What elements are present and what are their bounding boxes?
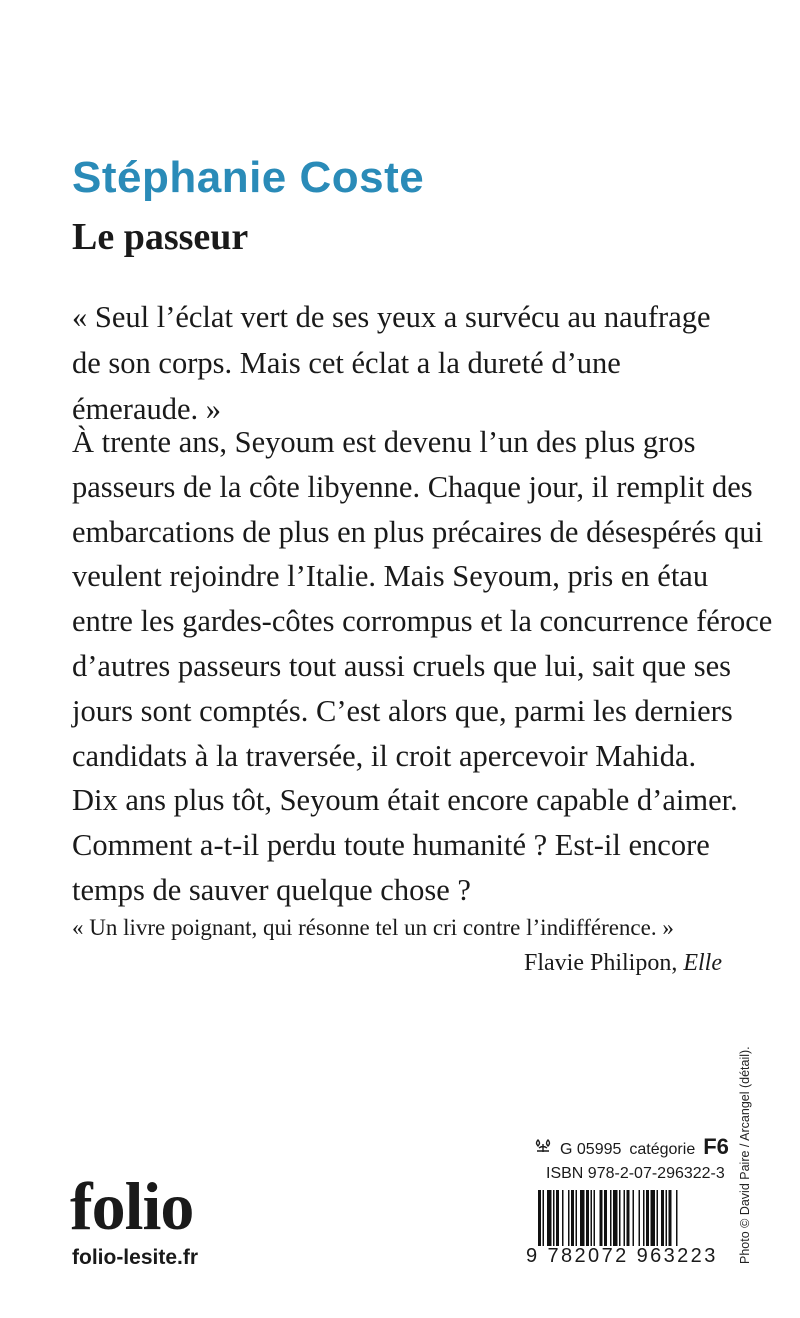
barcode-bar bbox=[568, 1190, 570, 1246]
blurb-line: À trente ans, Seyoum est devenu l’un des plus gros bbox=[72, 425, 696, 459]
barcode-bar bbox=[624, 1190, 626, 1246]
catalog-code: G 05995 bbox=[560, 1141, 622, 1158]
barcode-bar bbox=[619, 1190, 621, 1246]
barcode-bar bbox=[613, 1190, 618, 1246]
blurb-line: embarcations de plus en plus précaires de désespérés qui bbox=[72, 514, 764, 549]
photo-credit: Photo © David Paire / Arcangel (détail). bbox=[738, 1046, 752, 1264]
barcode-bar bbox=[600, 1190, 603, 1246]
barcode-bar bbox=[580, 1190, 585, 1246]
review-publication: Elle bbox=[683, 950, 722, 976]
blurb-line: d’autres passeurs tout aussi cruels que lui, sait que ses bbox=[72, 648, 731, 683]
barcode-bar bbox=[610, 1190, 612, 1246]
barcode-digits: 9 782072 963223 bbox=[526, 1245, 718, 1267]
barcode-bar bbox=[562, 1190, 564, 1246]
barcode-bar bbox=[553, 1190, 555, 1246]
press-review: « Un livre poignant, qui résonne tel un cri contre l’indifférence. » bbox=[72, 915, 674, 940]
isbn: ISBN 978-2-07-296322-3 bbox=[546, 1165, 725, 1182]
blurb-line: entre les gardes-côtes corrompus et la concurrence féroce bbox=[72, 604, 773, 639]
barcode-bar bbox=[646, 1190, 649, 1246]
barcode-bar bbox=[651, 1190, 656, 1246]
blurb-line: veulent rejoindre l’Italie. Mais Seyoum, pris en étau bbox=[72, 559, 709, 594]
barcode-bar bbox=[556, 1190, 559, 1246]
barcode-bar bbox=[657, 1190, 659, 1246]
reviewer-name: Flavie Philipon, bbox=[524, 950, 684, 976]
barcode-bar bbox=[594, 1190, 596, 1246]
barcode-bar bbox=[639, 1190, 641, 1246]
barcode-bar bbox=[676, 1190, 678, 1246]
review-source bbox=[524, 947, 722, 979]
blurb-line: jours sont comptés. C’est alors que, parmi les derniers bbox=[72, 693, 733, 728]
barcode-bar bbox=[604, 1190, 607, 1246]
barcode-bar bbox=[547, 1190, 552, 1246]
author-name: Stéphanie Coste bbox=[72, 153, 425, 202]
blurb bbox=[72, 420, 773, 913]
barcode-bar bbox=[627, 1190, 630, 1246]
barcode-bar bbox=[643, 1190, 645, 1246]
barcode-bar bbox=[571, 1190, 574, 1246]
publisher-website: folio-lesite.fr bbox=[72, 1246, 199, 1269]
blurb-line: Dix ans plus tôt, Seyoum était encore capable d’aimer. bbox=[72, 783, 738, 818]
barcode-bar bbox=[591, 1190, 593, 1246]
barcode-bar bbox=[586, 1190, 589, 1246]
category-code: F6 bbox=[703, 1134, 729, 1159]
category-label: catégorie bbox=[629, 1141, 696, 1158]
gallimard-ornament-icon bbox=[534, 1138, 552, 1154]
barcode-bar bbox=[543, 1190, 545, 1246]
blurb-line: candidats à la traversée, il croit apercevoir Mahida. bbox=[72, 738, 697, 773]
blurb-line: Comment a-t-il perdu toute humanité ? Est-il encore bbox=[72, 828, 710, 863]
catalog-code-row bbox=[534, 1134, 729, 1160]
opening-quote: « Seul l’éclat vert de ses yeux a survécu au naufrage de son corps. Mais cet éclat a la dureté d’une émeraude. » bbox=[72, 300, 711, 426]
barcode-bar bbox=[576, 1190, 578, 1246]
book-title: Le passeur bbox=[72, 216, 249, 258]
barcode-bar bbox=[666, 1190, 668, 1246]
barcode-bar bbox=[661, 1190, 664, 1246]
barcode-bar bbox=[633, 1190, 635, 1246]
barcode-bar bbox=[538, 1190, 541, 1246]
folio-logo: folio bbox=[70, 1168, 194, 1244]
blurb-line: passeurs de la côte libyenne. Chaque jour, il remplit des bbox=[72, 469, 753, 504]
barcode-bar bbox=[669, 1190, 672, 1246]
blurb-line: temps de sauver quelque chose ? bbox=[72, 872, 471, 907]
